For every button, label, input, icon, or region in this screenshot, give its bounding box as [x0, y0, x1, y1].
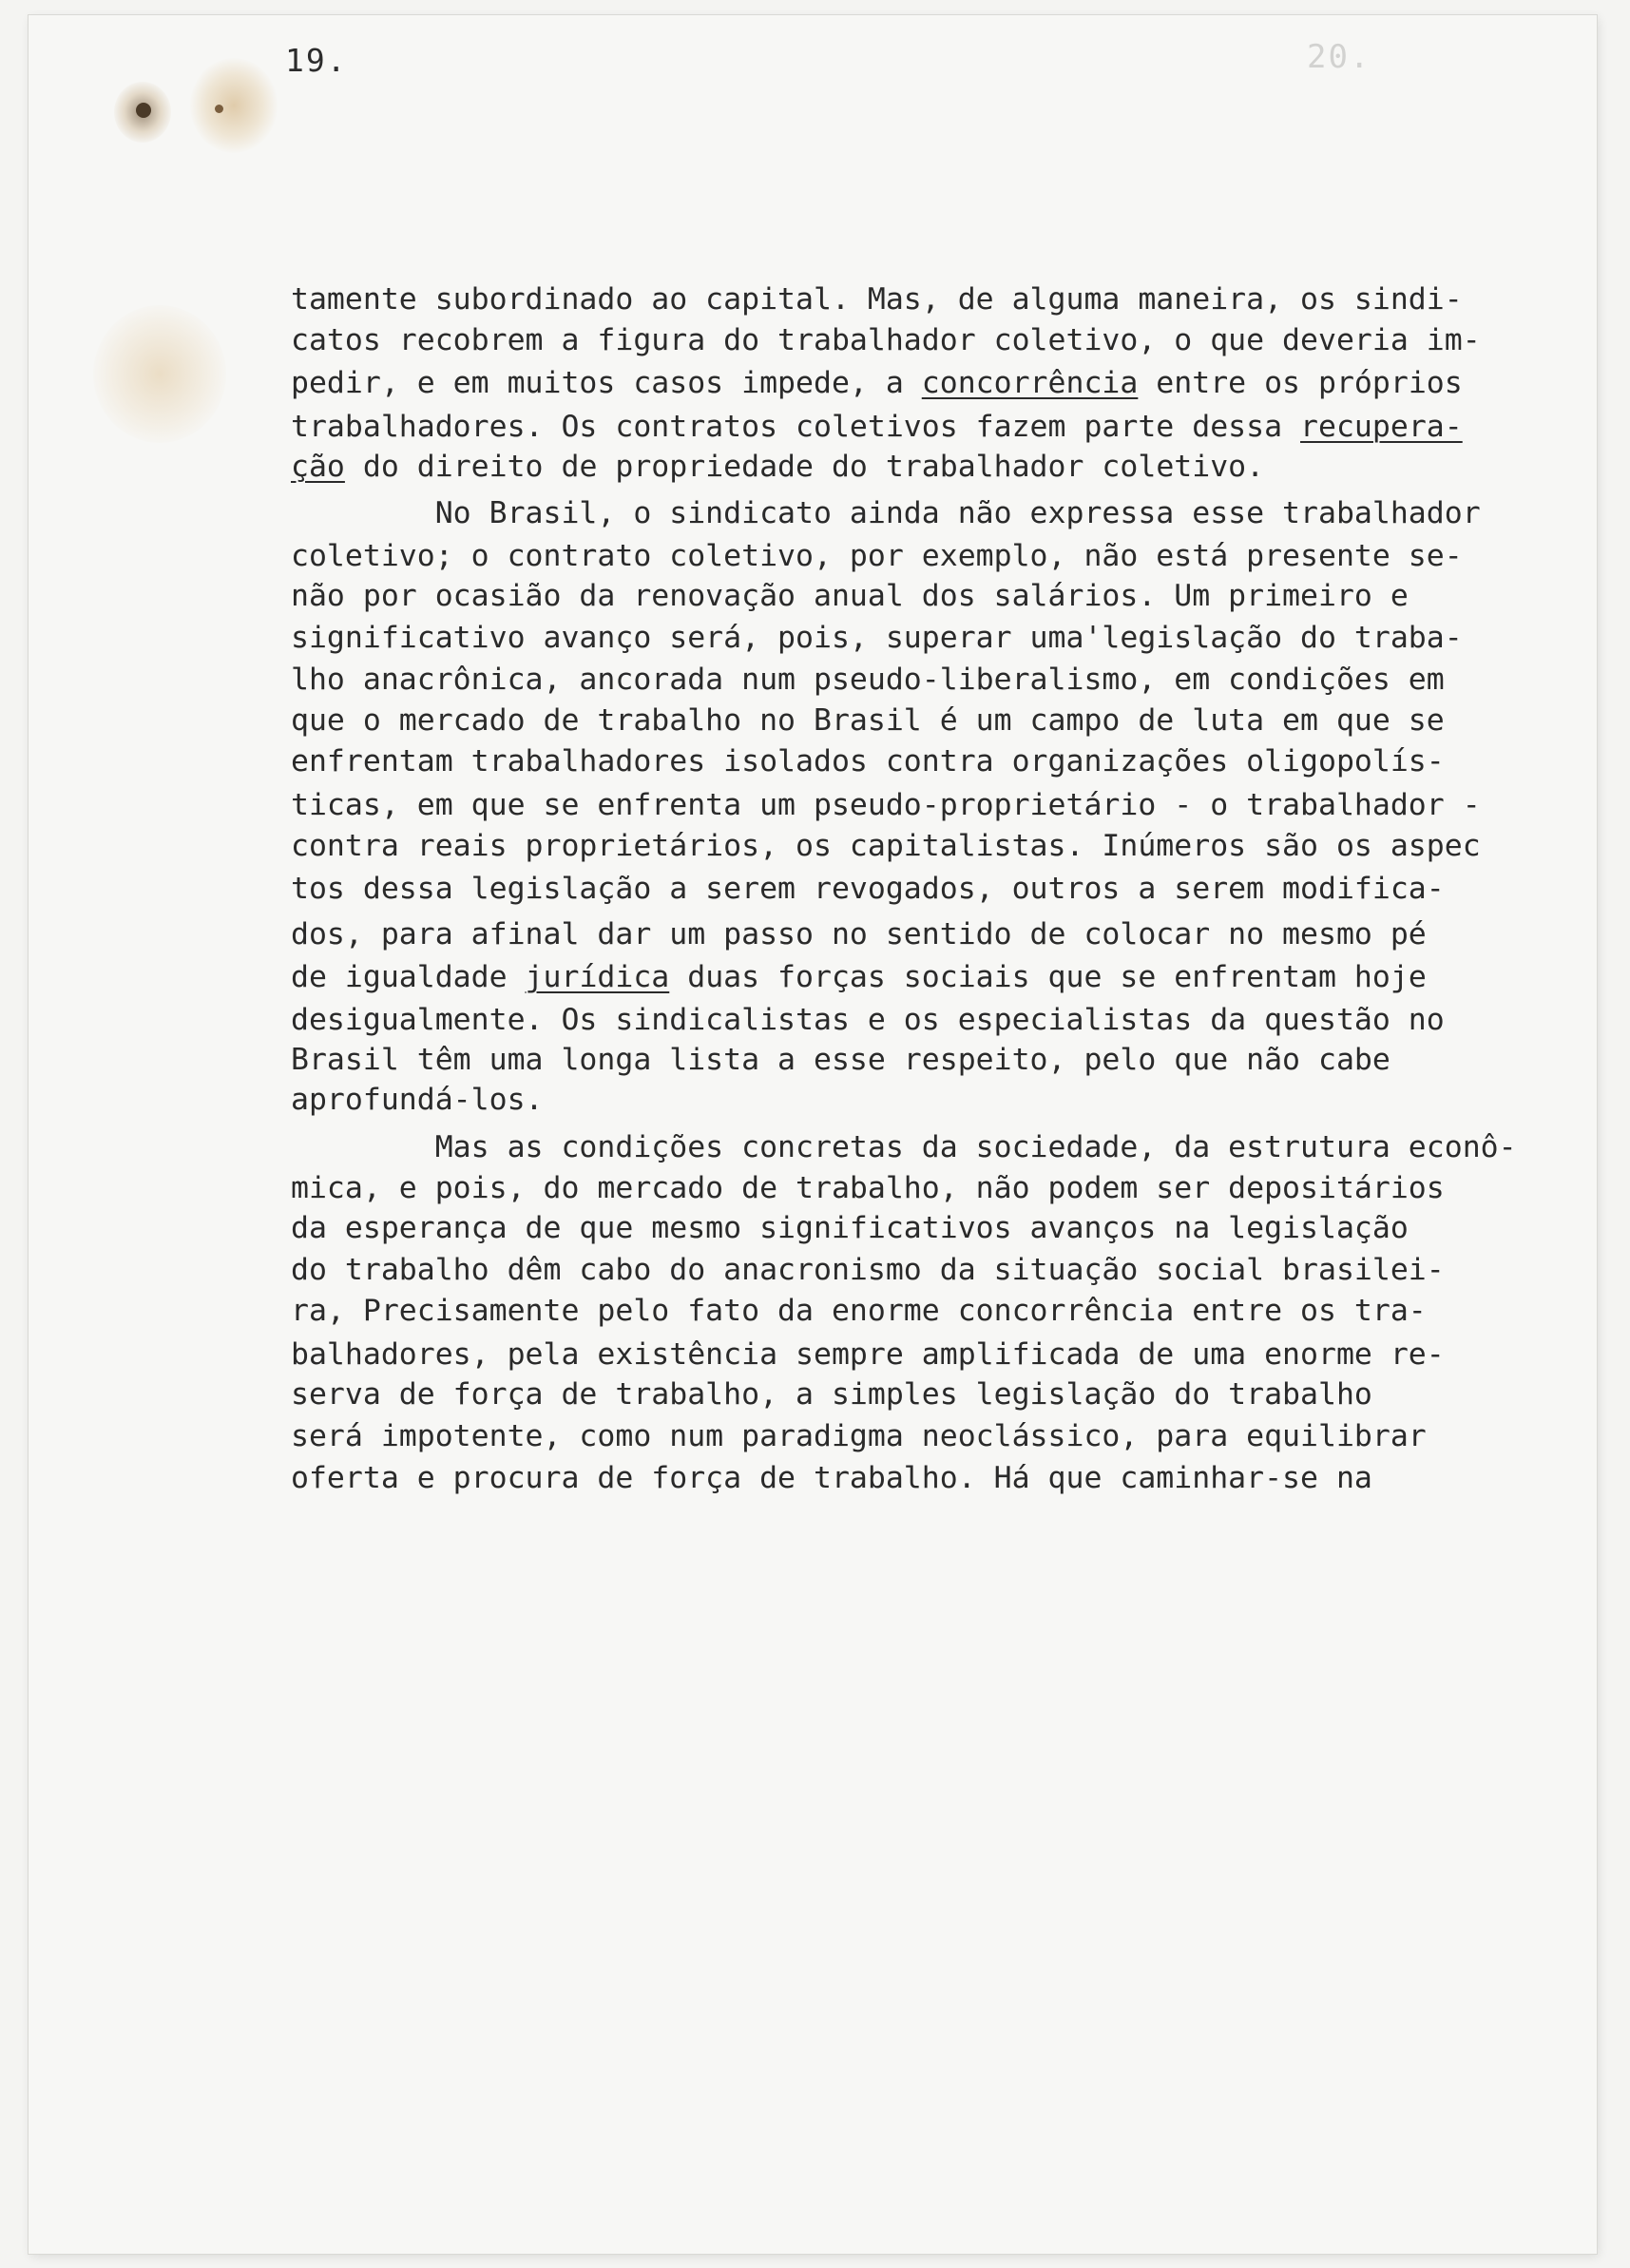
- text-line: [291, 1081, 544, 1119]
- stain-mark: [190, 58, 278, 153]
- text-line: [291, 1041, 1390, 1079]
- text-segment: lho anacrônica, ancorada num pseudo-liberalismo, em condições em: [291, 663, 1445, 697]
- text-line: [291, 537, 1463, 575]
- text-line: [291, 786, 1481, 824]
- text-line: [291, 742, 1445, 780]
- text-segment: entre os próprios: [1138, 366, 1463, 400]
- text-segment: aprofundá-los.: [291, 1083, 544, 1117]
- text-segment: do direito de propriedade do trabalhador coletivo.: [344, 450, 1265, 484]
- text-segment: Brasil têm uma longa lista a esse respeito, pelo que não cabe: [291, 1043, 1390, 1077]
- text-segment: será impotente, como num paradigma neoclássico, para equilibrar: [291, 1419, 1427, 1453]
- text-segment: não por ocasião da renovação anual dos salários. Um primeiro e: [291, 579, 1409, 613]
- text-segment: desigualmente. Os sindicalistas e os especialistas da questão no: [291, 1003, 1445, 1037]
- underlined-word: concorrência: [921, 366, 1139, 400]
- text-segment: tos dessa legislação a serem revogados, outros a serem modifica-: [291, 872, 1445, 906]
- staple-hole: [136, 103, 151, 118]
- text-line: [291, 321, 1481, 359]
- text-segment: balhadores, pela existência sempre amplificada de uma enorme re-: [291, 1337, 1445, 1372]
- text-segment: serva de força de trabalho, a simples legislação do trabalho: [291, 1377, 1372, 1412]
- text-line: [291, 577, 1409, 615]
- text-segment: dos, para afinal dar um passo no sentido de colocar no mesmo pé: [291, 917, 1427, 951]
- text-line: [291, 1169, 1445, 1207]
- text-line: [291, 702, 1445, 740]
- text-segment: No Brasil, o sindicato ainda não expressa esse trabalhador: [291, 496, 1481, 530]
- text-line: [291, 1417, 1427, 1455]
- underlined-word: jurídica: [525, 960, 670, 994]
- text-line: [291, 827, 1481, 865]
- text-segment: pedir, e em muitos casos impede, a: [291, 366, 922, 400]
- text-segment: catos recobrem a figura do trabalhador coletivo, o que deveria im-: [291, 323, 1481, 357]
- text-line: [291, 1209, 1409, 1247]
- text-line: [291, 870, 1445, 908]
- text-line: [291, 915, 1427, 953]
- text-segment: enfrentam trabalhadores isolados contra organizações oligopolís-: [291, 744, 1445, 778]
- underlined-word: ção: [291, 450, 345, 484]
- text-line: [291, 661, 1445, 699]
- text-line: [291, 280, 1463, 318]
- text-segment: coletivo; o contrato coletivo, por exemplo, não está presente se-: [291, 539, 1463, 573]
- text-segment: que o mercado de trabalho no Brasil é um campo de luta em que se: [291, 703, 1445, 738]
- text-segment: ticas, em que se enfrenta um pseudo-proprietário - o trabalhador -: [291, 788, 1481, 822]
- text-line: [291, 619, 1463, 657]
- text-line: [291, 1128, 1517, 1166]
- text-line: [291, 1292, 1427, 1330]
- text-segment: Mas as condições concretas da sociedade, da estrutura econô-: [291, 1130, 1517, 1164]
- text-segment: da esperança de que mesmo significativos avanços na legislação: [291, 1211, 1409, 1245]
- text-line: [291, 1375, 1372, 1413]
- text-segment: contra reais proprietários, os capitalistas. Inúmeros são os aspec: [291, 829, 1481, 863]
- text-segment: ra, Precisamente pelo fato da enorme concorrência entre os tra-: [291, 1294, 1427, 1328]
- text-line: [291, 1459, 1372, 1497]
- text-segment: do trabalho dêm cabo do anacronismo da situação social brasilei-: [291, 1253, 1445, 1287]
- text-segment: duas forças sociais que se enfrentam hoje: [669, 960, 1427, 994]
- text-segment: significativo avanço será, pois, superar uma'legislação do traba-: [291, 621, 1463, 655]
- stain-mark: [93, 305, 226, 443]
- text-segment: oferta e procura de força de trabalho. Há que caminhar-se na: [291, 1461, 1372, 1495]
- text-segment: trabalhadores. Os contratos coletivos fazem parte dessa: [291, 410, 1301, 444]
- text-line: [291, 448, 1264, 486]
- text-segment: mica, e pois, do mercado de trabalho, não podem ser depositários: [291, 1171, 1445, 1205]
- text-line: [291, 1251, 1445, 1289]
- text-line: [291, 1001, 1445, 1039]
- page-number: 19.: [285, 42, 348, 79]
- text-segment: tamente subordinado ao capital. Mas, de alguma maneira, os sindi-: [291, 282, 1463, 317]
- bleed-through-page-number: 20.: [1307, 38, 1371, 76]
- staple-hole: [215, 105, 223, 113]
- text-line: [291, 408, 1463, 446]
- text-line: [291, 1336, 1445, 1374]
- text-line: [291, 494, 1481, 532]
- text-line: [291, 364, 1463, 402]
- underlined-word: recupera-: [1300, 410, 1463, 444]
- text-segment: de igualdade: [291, 960, 526, 994]
- text-line: [291, 958, 1427, 996]
